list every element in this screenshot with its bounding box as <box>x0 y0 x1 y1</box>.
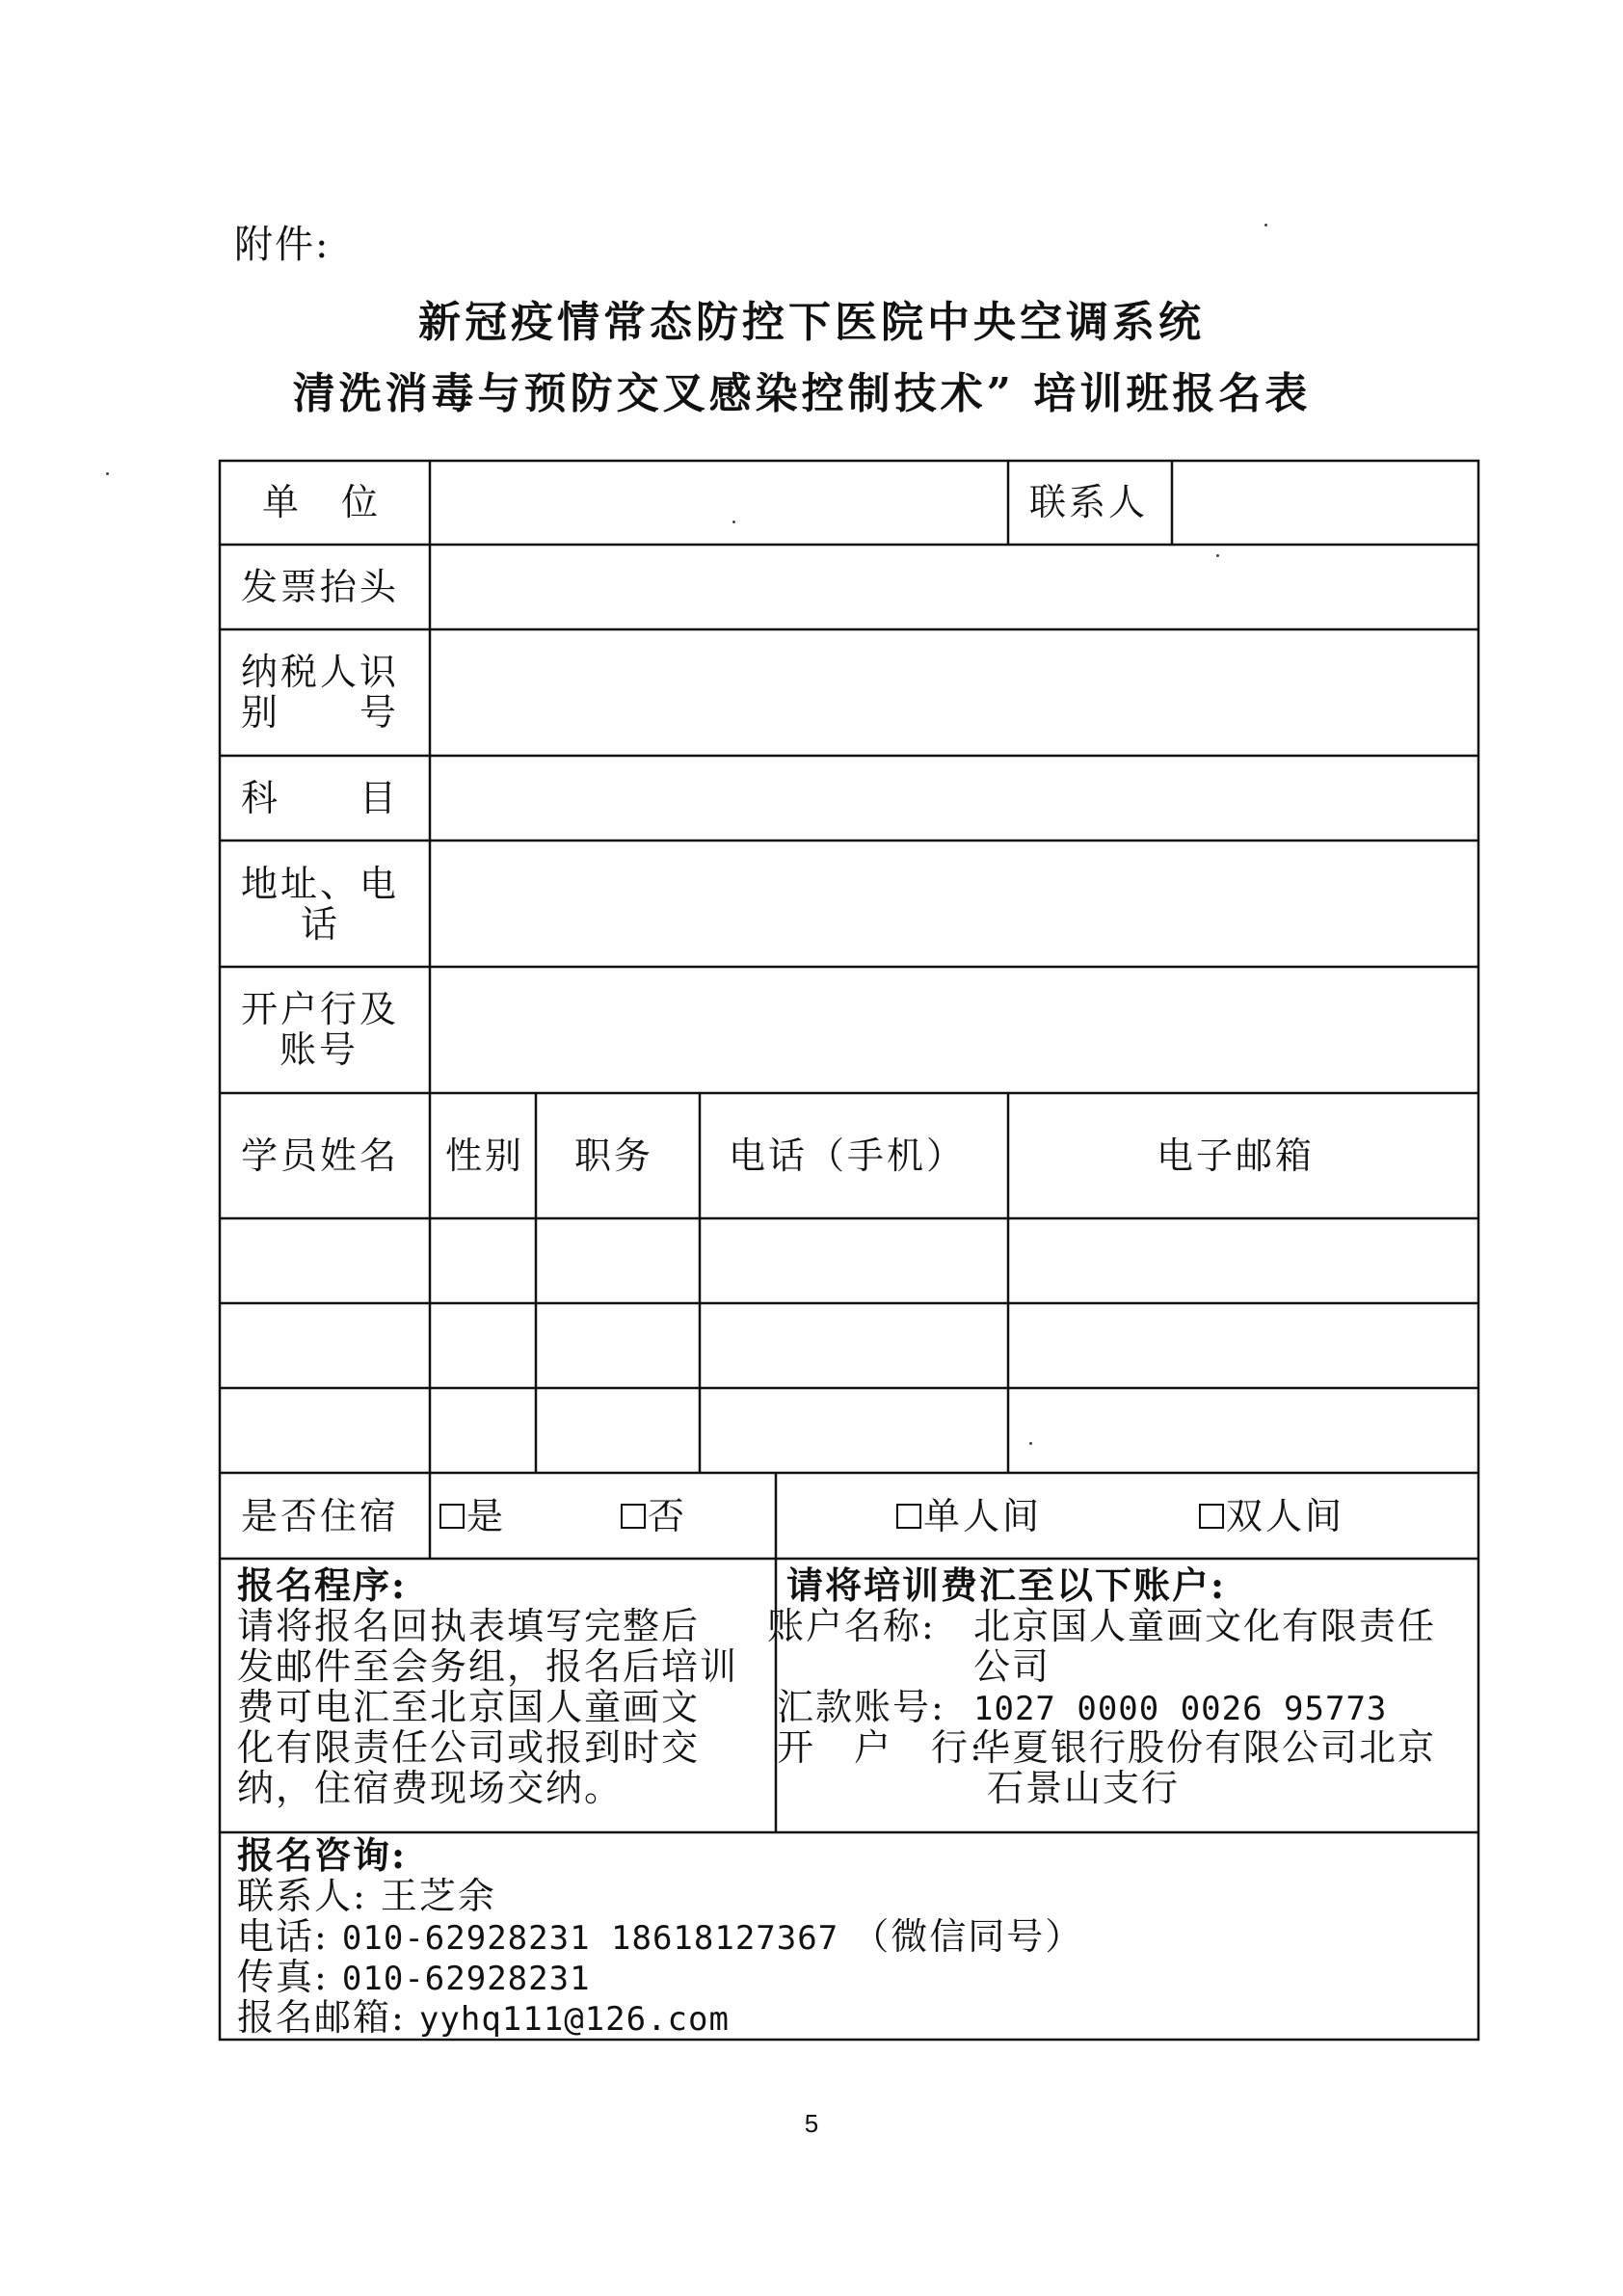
account-name-value-2: 公司 <box>973 1645 1051 1688</box>
label-bank-2: 账号 <box>279 1028 359 1071</box>
page-number: 5 <box>804 2109 819 2138</box>
room-single-label: 单人间 <box>923 1495 1043 1537</box>
label-address-2: 话 <box>301 903 341 946</box>
form-title-line2: 清洗消毒与预防交叉感染控制技术” 培训班报名表 <box>292 369 1312 418</box>
label-taxpayer-id-1: 纳税人识 <box>241 651 400 693</box>
label-bank-1: 开户行及 <box>241 988 400 1030</box>
label-unit: 单 位 <box>262 481 382 523</box>
lodging-yes-option[interactable] <box>439 1496 506 1536</box>
fax-label: 传真: <box>237 1956 329 1998</box>
label-contact: 联系人 <box>1029 481 1149 523</box>
attachment-label: 附件: <box>234 223 331 267</box>
header-position: 职务 <box>574 1135 654 1177</box>
account-name-value-1: 北京国人童画文化有限责任 <box>973 1605 1437 1647</box>
procedure-line: 请将报名回执表填写完整后 <box>237 1605 701 1647</box>
lodging-no-label: 否 <box>648 1495 688 1537</box>
room-double-option[interactable] <box>1199 1496 1344 1536</box>
procedure-heading: 报名程序: <box>237 1563 408 1607</box>
phone-value: 010-62928231 18618127367 <box>341 1919 839 1958</box>
checkbox-icon[interactable] <box>621 1504 646 1529</box>
account-name-label: 账户名称: <box>767 1605 936 1647</box>
procedure-line: 发邮件至会务组，报名后培训 <box>237 1645 739 1688</box>
procedure-line: 化有限责任公司或报到时交 <box>237 1726 701 1769</box>
checkbox-icon[interactable] <box>439 1504 465 1529</box>
scan-speck <box>106 472 109 475</box>
email-value: yyhq111@126.com <box>418 2000 730 2039</box>
label-invoice-title: 发票抬头 <box>241 566 400 608</box>
procedure-line: 纳，住宿费现场交纳。 <box>237 1767 624 1809</box>
scan-speck <box>1264 224 1267 227</box>
room-single-option[interactable] <box>896 1496 1042 1536</box>
inquiry-contact: 联系人: 王芝余 <box>237 1875 496 1917</box>
email-label: 报名邮箱: <box>237 1996 406 2039</box>
procedure-line: 费可电汇至北京国人童画文 <box>237 1686 701 1728</box>
header-email: 电子邮箱 <box>1157 1135 1316 1177</box>
inquiry-phone <box>237 1916 1083 1959</box>
bank-label: 开 户 行: <box>777 1726 984 1769</box>
checkbox-icon[interactable] <box>1199 1504 1224 1529</box>
scan-speck <box>1029 1442 1032 1445</box>
fax-value: 010-62928231 <box>341 1960 591 1998</box>
form-title-line1: 新冠疫情常态防控下医院中央空调系统 <box>418 298 1205 347</box>
header-student-name: 学员姓名 <box>241 1135 400 1177</box>
header-gender: 性别 <box>445 1135 525 1177</box>
phone-note: （微信同号） <box>852 1915 1084 1958</box>
lodging-yes-label: 是 <box>466 1495 507 1537</box>
bank-value-2: 石景山支行 <box>987 1767 1181 1809</box>
inquiry-email <box>237 1997 730 2040</box>
payment-heading: 请将培训费汇至以下账户: <box>786 1563 1227 1607</box>
account-number-value: 1027 0000 0026 95773 <box>973 1690 1388 1728</box>
scan-speck <box>1216 554 1219 557</box>
label-taxpayer-id-2: 别 号 <box>241 691 400 734</box>
lodging-no-option[interactable] <box>621 1496 687 1536</box>
checkbox-icon[interactable] <box>896 1504 921 1529</box>
phone-label: 电话: <box>237 1915 329 1958</box>
bank-value-1: 华夏银行股份有限公司北京 <box>973 1726 1437 1769</box>
room-double-label: 双人间 <box>1226 1495 1345 1537</box>
label-subject: 科 目 <box>241 777 400 819</box>
label-lodging: 是否住宿 <box>241 1495 400 1537</box>
account-number-label: 汇款账号: <box>777 1686 945 1728</box>
header-phone: 电话（手机） <box>729 1135 967 1177</box>
inquiry-heading: 报名咨询: <box>237 1833 408 1877</box>
label-address-1: 地址、电 <box>241 863 400 905</box>
scan-speck <box>732 521 735 523</box>
inquiry-fax <box>237 1957 591 1999</box>
